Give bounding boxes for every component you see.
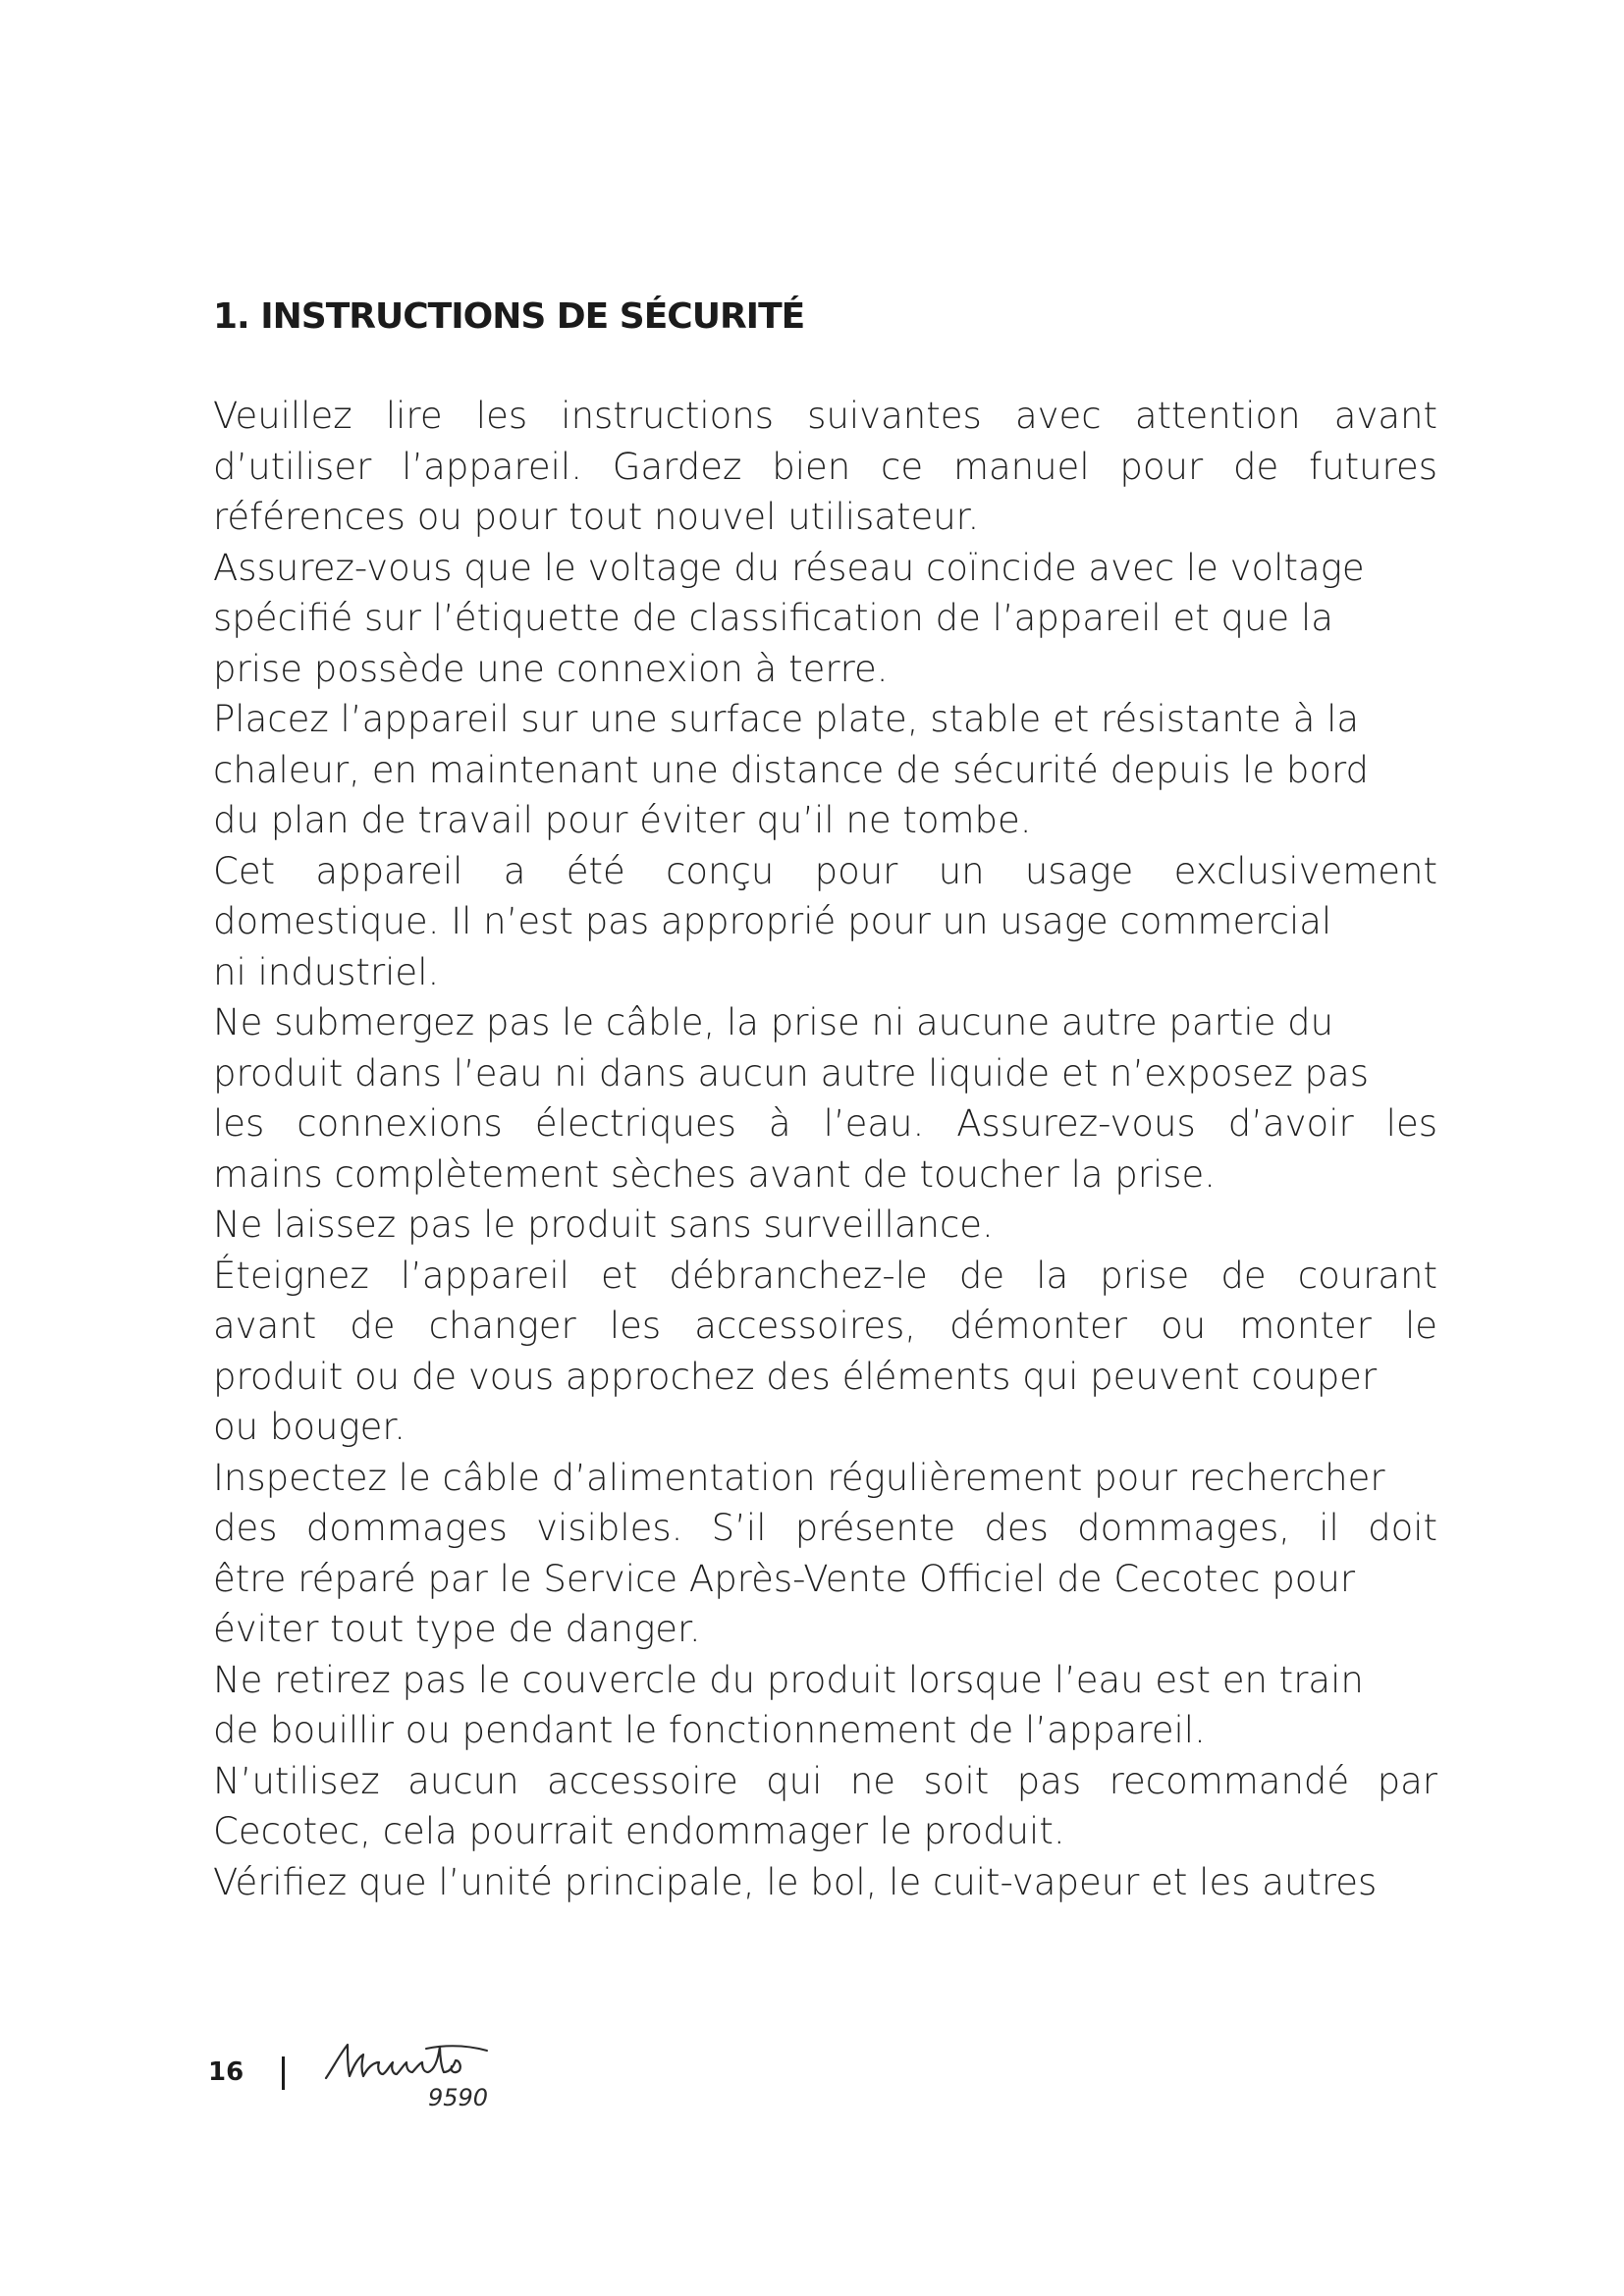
text-line: les connexions électriques à l’eau. Assurez-vous d’avoir les: [213, 1102, 1437, 1145]
text-line: Inspectez le câble d’alimentation régulièrement pour rechercher: [213, 1456, 1385, 1499]
text-line: Veuillez lire les instructions suivantes avec attention avant: [213, 395, 1437, 437]
text-line: produit dans l’eau ni dans aucun autre liquide et n’exposez pas: [213, 1051, 1369, 1095]
text-line: références ou pour tout nouvel utilisateur.: [213, 496, 980, 538]
text-line: domestique. Il n’est pas approprié pour un usage commercial: [213, 900, 1332, 942]
text-line: ni industriel.: [213, 950, 440, 993]
text-line: Cet appareil a été conçu pour un usage exclusivement: [213, 849, 1437, 892]
text-line: d’utiliser l’appareil. Gardez bien ce manuel pour de futures: [213, 445, 1437, 488]
text-line: N’utilisez aucun accessoire qui ne soit pas recommandé par: [213, 1759, 1437, 1802]
text-line: chaleur, en maintenant une distance de sécurité depuis le bord: [213, 748, 1370, 791]
section-title: 1. INSTRUCTIONS DE SÉCURITÉ: [213, 296, 805, 337]
text-line: spécifié sur l’étiquette de classification de l’appareil et que la: [213, 597, 1333, 639]
footer-divider: [282, 2056, 285, 2090]
safety-instructions-text: [213, 391, 1437, 1907]
text-line: des dommages visibles. S’il présente des dommages, il doit: [213, 1507, 1437, 1549]
text-line: mains complètement sèches avant de toucher la prise.: [213, 1152, 1217, 1196]
text-line: avant de changer les accessoires, démonter ou monter le: [213, 1305, 1437, 1347]
page-footer: [208, 2037, 562, 2115]
text-line: Ne submergez pas le câble, la prise ni aucune autre partie du: [213, 1001, 1334, 1043]
text-line: ou bouger.: [213, 1406, 406, 1448]
mambo-logo: [318, 2037, 514, 2115]
text-line: Cecotec, cela pourrait endommager le produit.: [213, 1810, 1065, 1852]
text-line: Éteignez l’appareil et débranchez-le de la prise de courant: [213, 1254, 1437, 1297]
text-line: de bouillir ou pendant le fonctionnement de l’appareil.: [213, 1709, 1206, 1751]
text-line: du plan de travail pour éviter qu’il ne tombe.: [213, 799, 1032, 841]
text-line: Ne retirez pas le couvercle du produit lorsque l’eau est en train: [213, 1658, 1364, 1701]
text-line: être réparé par le Service Après-Vente Officiel de Cecotec pour: [213, 1557, 1356, 1600]
text-line: Placez l’appareil sur une surface plate, stable et résistante à la: [213, 698, 1360, 740]
text-line: Vérifiez que l’unité principale, le bol, le cuit-vapeur et les autres: [213, 1860, 1378, 1903]
text-line: produit ou de vous approchez des éléments qui peuvent couper: [213, 1355, 1378, 1398]
logo-model-number: 9590: [428, 2084, 489, 2111]
text-line: Assurez-vous que le voltage du réseau coïncide avec le voltage: [213, 546, 1365, 589]
text-line: éviter tout type de danger.: [213, 1608, 701, 1650]
page-number: 16: [208, 2057, 244, 2087]
text-line: Ne laissez pas le produit sans surveillance.: [213, 1203, 994, 1246]
text-line: prise possède une connexion à terre.: [213, 647, 889, 690]
